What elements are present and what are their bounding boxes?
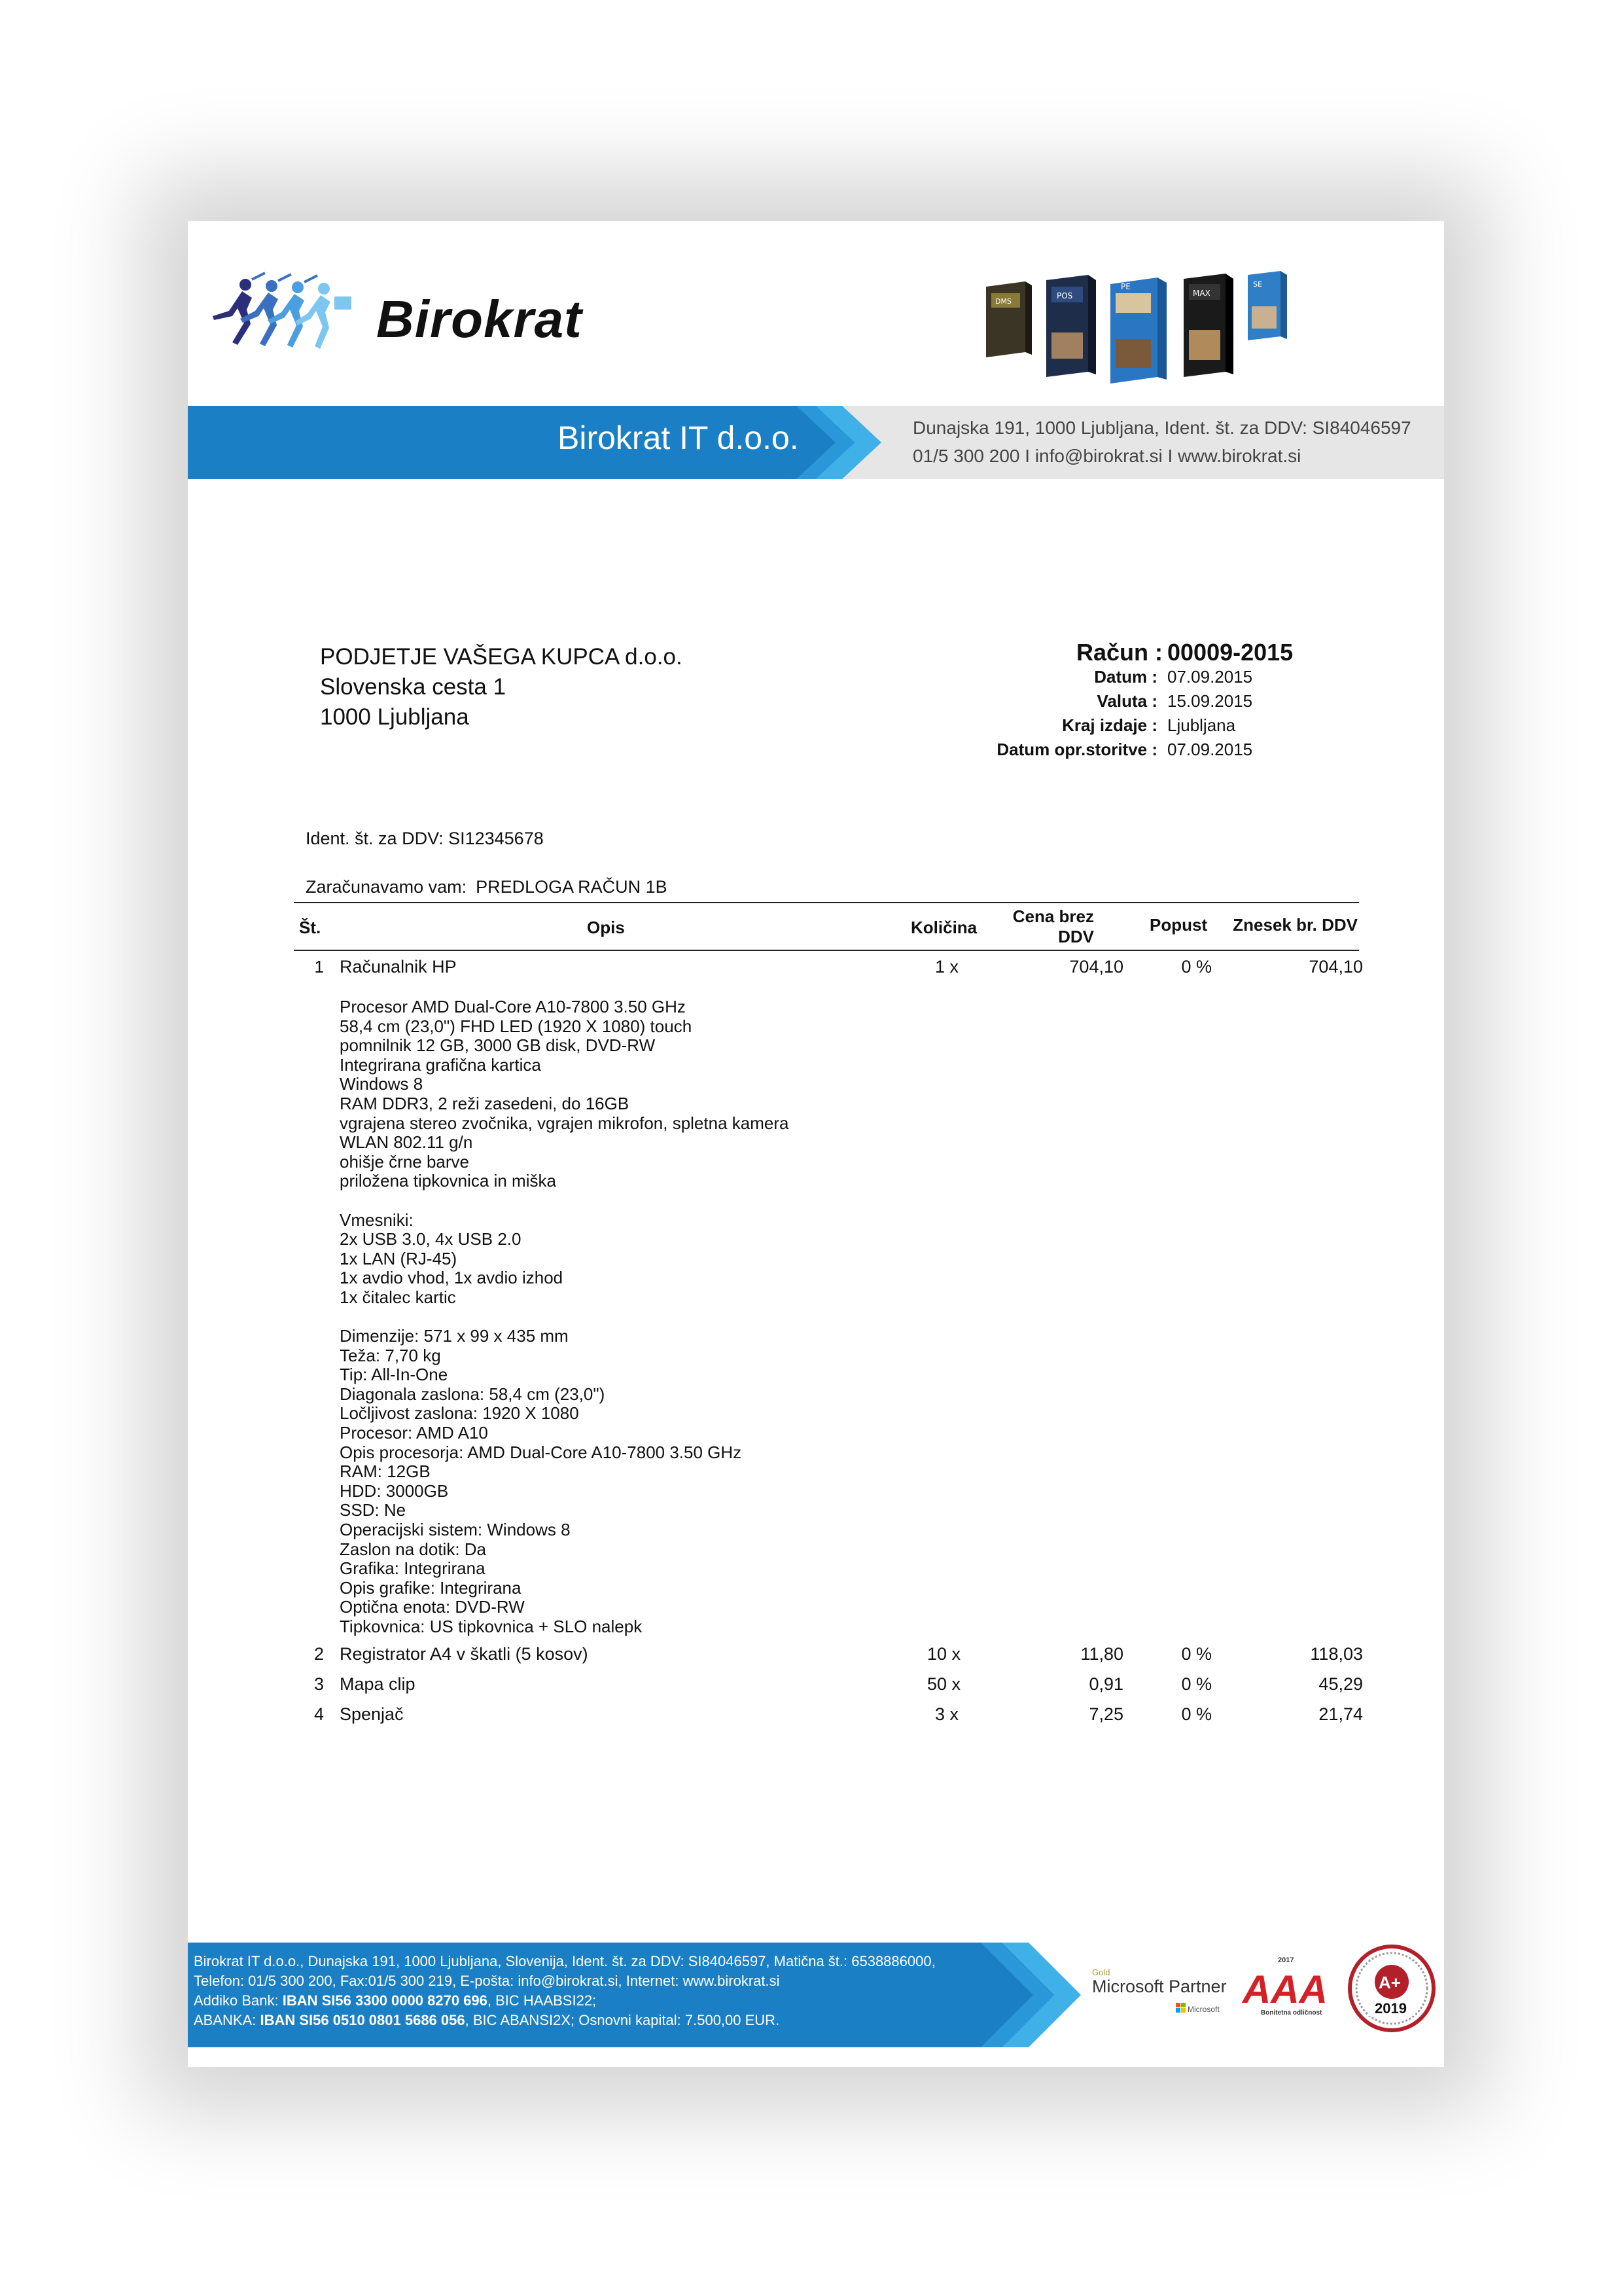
row-3-price: 0,91 — [1089, 1674, 1123, 1694]
item-1-detail-line: priložena tipkovnica in miška — [340, 1171, 556, 1191]
service-date-value: 07.09.2015 — [1167, 740, 1253, 759]
svg-text:Microsoft: Microsoft — [1188, 2005, 1220, 2014]
item-1-detail-line — [340, 1308, 788, 1327]
invoice-number: 00009-2015 — [1167, 639, 1294, 666]
row-3-desc: Mapa clip — [340, 1674, 415, 1694]
product-boxes-image — [980, 267, 1411, 388]
item-1-detail-line: vgrajena stereo zvočnika, vgrajen mikrofon, spletna kamera — [340, 1113, 789, 1133]
item-1-detail-line: Opis grafike: Integrirana — [340, 1577, 521, 1598]
row-1-desc: Računalnik HP — [340, 957, 457, 977]
row-3-qty: 50 x — [927, 1674, 961, 1694]
row-4-no: 4 — [313, 1704, 324, 1724]
row-2-discount: 0 % — [1181, 1644, 1212, 1664]
footer-line-1: Birokrat IT d.o.o., Dunajska 191, 1000 Ljubljana, Slovenija, Ident. št. za DDV: SI84046597, Matična št.: 6538886000, — [194, 1953, 936, 1969]
item-1-detail-line: Optična enota: DVD-RW — [340, 1597, 525, 1617]
svg-text:Bonitetna odličnost: Bonitetna odličnost — [1261, 2009, 1322, 2017]
svg-text:MAX: MAX — [1193, 289, 1210, 298]
company-name: Birokrat IT d.o.o. — [557, 420, 799, 456]
row-4-discount: 0 % — [1181, 1704, 1212, 1724]
svg-text:2019: 2019 — [1375, 2000, 1407, 2017]
item-1-detail-line: Integrirana grafična kartica — [340, 1054, 541, 1075]
charge-label: Zaračunavamo vam: — [306, 877, 467, 897]
col-header-total: Znesek br. DDV — [1233, 915, 1358, 935]
row-1-total: 704,10 — [1309, 957, 1363, 977]
footer-bank-2-iban: IBAN SI56 0510 0801 5686 056 — [260, 2012, 465, 2028]
item-1-detail-line: Tipkovnica: US tipkovnica + SLO nalepk — [340, 1617, 643, 1636]
footer-bank-2-label: ABANKA: — [194, 2012, 260, 2028]
row-1-qty: 1 x — [935, 957, 959, 977]
row-4-qty: 3 x — [935, 1704, 959, 1724]
charge-value: PREDLOGA RAČUN 1B — [476, 877, 667, 897]
svg-text:Gold: Gold — [1092, 1967, 1110, 1977]
col-header-desc: Opis — [587, 918, 625, 937]
item-1-detail-line: SSD: Ne — [340, 1500, 406, 1520]
row-2-price: 11,80 — [1080, 1644, 1123, 1664]
item-1-detail-line: Procesor AMD Dual-Core A10-7800 3.50 GHz — [340, 997, 686, 1016]
charge-line — [306, 877, 667, 897]
due-date-label: Valuta : — [1097, 691, 1157, 711]
svg-text:A+: A+ — [1379, 1973, 1401, 1992]
footer-line-3 — [194, 1992, 596, 2009]
row-1-price: 704,10 — [1069, 957, 1123, 977]
date-label: Datum : — [1094, 667, 1157, 687]
item-1-detail-line: Diagonala zaslona: 58,4 cm (23,0") — [340, 1384, 605, 1404]
place-label: Kraj izdaje : — [1062, 715, 1157, 735]
footer-bank-1-iban: IBAN SI56 3300 0000 8270 696 — [282, 1992, 487, 2009]
row-2-qty: 10 x — [927, 1644, 961, 1664]
footer-bank-1-label: Addiko Bank: — [194, 1992, 283, 2009]
customer-street: Slovenska cesta 1 — [320, 674, 506, 700]
runners-logo-icon — [206, 270, 376, 355]
customer-city: 1000 Ljubljana — [320, 704, 469, 730]
item-1-detail-line — [340, 1191, 788, 1211]
svg-text:SE: SE — [1253, 280, 1262, 289]
date-value: 07.09.2015 — [1167, 667, 1253, 687]
col-header-no: Št. — [299, 918, 321, 937]
row-3-total: 45,29 — [1318, 1674, 1363, 1694]
customer-name: PODJETJE VAŠEGA KUPCA d.o.o. — [320, 644, 682, 670]
item-1-detail-line: 1x avdio vhod, 1x avdio izhod — [340, 1268, 563, 1288]
row-3-no: 3 — [313, 1674, 324, 1694]
col-header-discount: Popust — [1150, 915, 1208, 935]
item-1-detail-line: Opis procesorja: AMD Dual-Core A10-7800 3.50 GHz — [340, 1442, 742, 1462]
item-1-detail-line: Operacijski sistem: Windows 8 — [340, 1520, 571, 1540]
invoice-page — [188, 221, 1444, 2067]
due-date-value: 15.09.2015 — [1167, 691, 1253, 711]
row-2-no: 2 — [313, 1644, 324, 1664]
svg-text:POS: POS — [1057, 291, 1073, 300]
row-2-desc: Registrator A4 v škatli (5 kosov) — [340, 1644, 588, 1664]
item-1-detail-line: Ločljivost zaslona: 1920 X 1080 — [340, 1403, 579, 1424]
service-date-label: Datum opr.storitve : — [997, 740, 1157, 759]
item-1-detail-line: Dimenzije: 571 x 99 x 435 mm — [340, 1326, 569, 1346]
table-header-rule — [294, 950, 1359, 951]
col-header-price-1: Cena brez — [1012, 906, 1094, 926]
row-4-total: 21,74 — [1318, 1704, 1363, 1724]
microsoft-partner-logo — [1091, 1962, 1235, 2034]
footer-line-2: Telefon: 01/5 300 200, Fax:01/5 300 219, E-pošta: info@birokrat.si, Internet: www.birokrat.si — [194, 1973, 780, 1989]
item-1-detail-line: 58,4 cm (23,0") FHD LED (1920 X 1080) touch — [340, 1016, 692, 1036]
item-1-detail-line: 2x USB 3.0, 4x USB 2.0 — [340, 1229, 521, 1249]
item-1-detail-line: Teža: 7,70 kg — [340, 1345, 441, 1365]
header-contact: 01/5 300 200 I info@birokrat.si I www.birokrat.si — [913, 446, 1301, 466]
header-address: Dunajska 191, 1000 Ljubljana, Ident. št. za DDV: SI84046597 — [913, 418, 1411, 438]
brand-logo-text: Birokrat — [376, 290, 582, 348]
footer-bank-1-bic: , BIC HAABSI22; — [487, 1992, 597, 2009]
table-top-rule — [294, 902, 1359, 903]
item-1-detail-line: ohišje črne barve — [340, 1151, 469, 1172]
item-1-detail-line: Grafika: Integrirana — [340, 1558, 485, 1579]
item-1-detail-line: 1x čitalec kartic — [340, 1287, 456, 1307]
customer-vat-id: Ident. št. za DDV: SI12345678 — [306, 829, 544, 848]
svg-text:PE: PE — [1121, 282, 1131, 291]
invoice-title: Račun : — [1076, 639, 1163, 666]
award-seal-logo — [1346, 1943, 1438, 2034]
row-1-discount: 0 % — [1181, 957, 1212, 977]
row-4-price: 7,25 — [1089, 1704, 1123, 1724]
aaa-rating-logo — [1241, 1949, 1333, 2034]
svg-text:AAA: AAA — [1243, 1967, 1328, 2011]
footer-bank-2-post: , BIC ABANSI2X; Osnovni kapital: 7.500,00 EUR. — [465, 2012, 780, 2028]
item-1-detail-line: HDD: 3000GB — [340, 1480, 449, 1501]
item-1-detail-line: Vmesniki: — [340, 1210, 414, 1230]
item-1-details — [340, 997, 788, 1637]
svg-text:Microsoft Partner: Microsoft Partner — [1092, 1977, 1227, 1996]
item-1-detail-line: Procesor: AMD A10 — [340, 1423, 488, 1443]
item-1-detail-line: pomnilnik 12 GB, 3000 GB disk, DVD-RW — [340, 1035, 656, 1056]
item-1-detail-line: RAM DDR3, 2 reži zasedeni, do 16GB — [340, 1093, 629, 1113]
row-3-discount: 0 % — [1181, 1674, 1212, 1694]
item-1-detail-line: WLAN 802.11 g/n — [340, 1132, 473, 1153]
row-2-total: 118,03 — [1310, 1644, 1363, 1664]
item-1-detail-line: Tip: All-In-One — [340, 1365, 448, 1385]
item-1-detail-line: 1x LAN (RJ-45) — [340, 1248, 457, 1268]
col-header-qty: Količina — [911, 918, 978, 937]
row-4-desc: Spenjač — [340, 1704, 404, 1724]
svg-text:DMS: DMS — [995, 297, 1012, 306]
footer-line-4 — [194, 2012, 779, 2029]
place-value: Ljubljana — [1167, 715, 1236, 735]
svg-text:2017: 2017 — [1278, 1956, 1294, 1964]
header-band — [188, 406, 1444, 479]
col-header-price-2: DDV — [1058, 927, 1094, 946]
row-1-no: 1 — [314, 957, 324, 977]
item-1-detail-line: RAM: 12GB — [340, 1462, 431, 1482]
item-1-detail-line: Windows 8 — [340, 1074, 423, 1094]
item-1-detail-line: Zaslon na dotik: Da — [340, 1539, 487, 1559]
